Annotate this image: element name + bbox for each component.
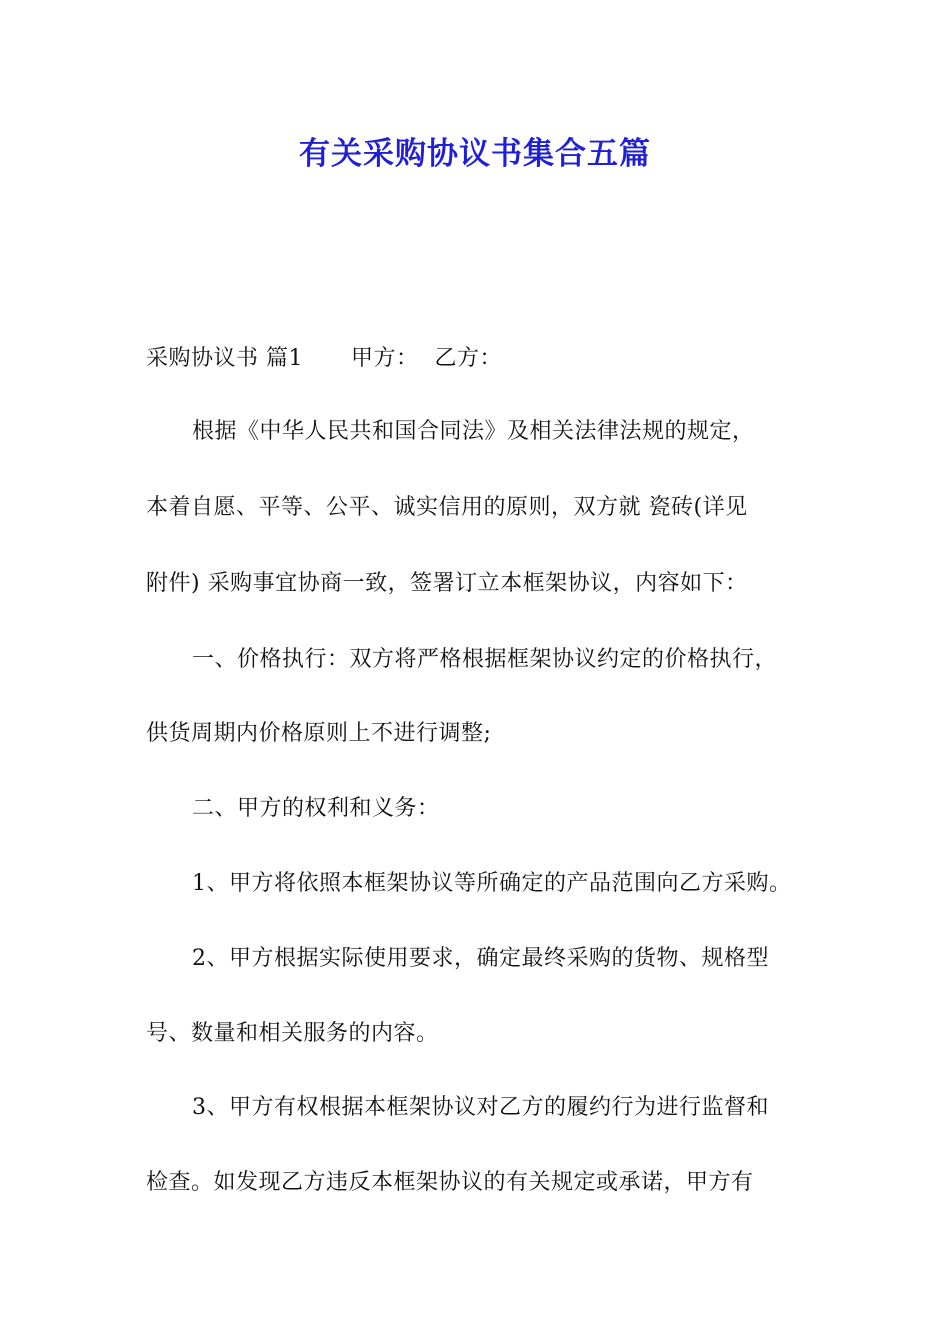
document-title: 有关采购协议书集合五篇 (299, 136, 651, 172)
section-heading: 采购协议书 篇1 (146, 346, 303, 371)
party-b-label: 乙方： (434, 346, 503, 371)
header-line (146, 344, 502, 374)
paragraph-line: 2、甲方根据实际使用要求，确定最终采购的货物、规格型 (192, 946, 769, 971)
paragraph-line: 一、价格执行：双方将严格根据框架协议约定的价格执行， (192, 647, 778, 672)
paragraph-line: 号、数量和相关服务的内容。 (146, 1021, 439, 1046)
paragraph-line: 3、甲方有权根据本框架协议对乙方的履约行为进行监督和 (192, 1095, 769, 1120)
party-a-label: 甲方： (351, 346, 419, 371)
paragraph-line: 1、甲方将依照本框架协议等所确定的产品范围向乙方采购。 (192, 871, 792, 896)
paragraph-line: 本着自愿、平等、公平、诚实信用的原则，双方就 瓷砖(详见 (146, 495, 748, 520)
paragraph-line: 检查。如发现乙方违反本框架协议的有关规定或承诺，甲方有 (146, 1170, 754, 1195)
paragraph-line: 二、甲方的权利和义务： (192, 796, 440, 821)
paragraph-line: 根据《中华人民共和国合同法》及相关法律法规的规定， (192, 419, 755, 444)
paragraph-line: 附件) 采购事宜协商一致，签署订立本框架协议，内容如下： (146, 571, 748, 596)
paragraph-line: 供货周期内价格原则上不进行调整; (146, 721, 492, 746)
